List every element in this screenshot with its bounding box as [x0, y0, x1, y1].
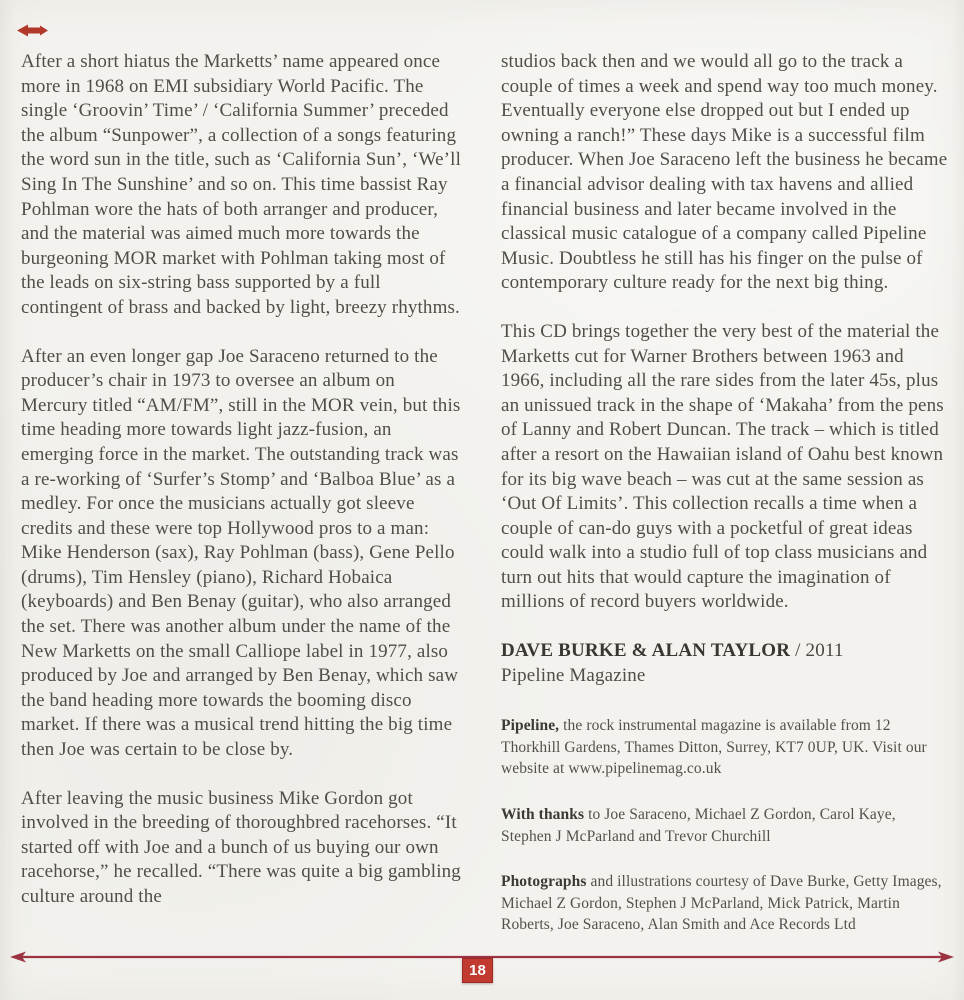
footnote-lead: Photographs: [501, 873, 587, 891]
footnote-text: to Joe Saraceno, Michael Z Gordon, Carol Kaye, Stephen J McParland and Trevor Churchill: [501, 806, 896, 845]
paragraph-mike-gordon: After leaving the music business Mike Gordon got involved in the breeding of thoroughbred racehorses. “It started off with Joe and a bunch of us buying our own racehorse,” he recalled. “There was quite a big gambling culture around the: [21, 787, 461, 907]
page-number-badge: 18: [462, 958, 493, 983]
paragraph-cd-summary: This CD brings together the very best of the material the Marketts cut for Warner Brothers between 1963 and 1966, including all the rare sides from the later 45s, plus an unissued track in the shape of ‘Makaha’ from the pens of Lanny and Robert Duncan. The track – which is titled after a resort on the Hawaiian island of Oahu best known for its big wave beach – was cut at the same session as ‘Out Of Limits’. This collection recalls a time when a couple of can-do guys with a pocketful of great ideas could walk into a studio full of top class musicians and turn out hits that would capture the imagination of millions of record buyers worldwide.: [501, 320, 944, 613]
footnote-text: and illustrations courtesy of Dave Burke, Getty Images, Michael Z Gordon, Stephen J McParland, Mick Patrick, Martin Roberts, Joe Saraceno, Alan Smith and Ace Records Ltd: [501, 873, 942, 934]
arrow-left-icon: [17, 24, 48, 37]
byline-year: / 2011: [790, 640, 844, 662]
footnote-text: the rock instrumental magazine is available from 12 Thorkhill Gardens, Thames Ditton, Surrey, KT7 0UP, UK. Visit our website at www.pipelinemag.co.uk: [501, 717, 927, 778]
paragraph-marketts-1968: After a short hiatus the Marketts’ name appeared once more in 1968 on EMI subsidiary World Pacific. The single ‘Groovin’ Time’ / ‘California Summer’ preceded the album “Sunpower”, a collection of a songs featuring the word sun in the title, such as ‘California Sun’, ‘We’ll Sing In The Sunshine’ and so on. This time bassist Ray Pohlman wore the hats of both arranger and producer, and the material was aimed much more towards the burgeoning MOR market with Pohlman taking most of the leads on six-string bass supported by a full contingent of brass and backed by light, breezy rhythms.: [21, 51, 462, 318]
paragraph-saraceno-1973: After an even longer gap Joe Saraceno returned to the producer’s chair in 1973 to oversee an album on Mercury titled “AM/FM”, still in the MOR vein, but this time heading more towards light jazz-fusion, an emerging force in the market. The outstanding track was a re-working of ‘Surfer’s Stomp’ and ‘Balboa Blue’ as a medley. For once the musicians actually got sleeve credits and these were top Hollywood pros to a man: Mike Henderson (sax), Ray Pohlman (bass), Gene Pello (drums), Tim Hensley (piano), Richard Hobaica (keyboards) and Ben Benay (guitar), who also arranged the set. There was another album under the name of the New Marketts on the small Calliope label in 1977, also produced by Joe and arranged by Ben Benay, which saw the band heading more towards the booming disco market. If there was a musical trend hitting the big time then Joe was certain to be close by.: [21, 345, 461, 761]
byline-magazine: Pipeline Magazine: [501, 664, 646, 686]
footnote-with-thanks: [501, 804, 949, 847]
byline: [501, 639, 949, 664]
byline-authors: DAVE BURKE & ALAN TAYLOR: [501, 640, 791, 662]
footnotes: [501, 715, 949, 936]
footnote-pipeline-address: [501, 715, 949, 780]
left-column: [21, 50, 465, 910]
footnote-lead: With thanks: [501, 806, 585, 824]
footnote-photographs: [501, 871, 949, 936]
footnote-lead: Pipeline,: [501, 717, 560, 735]
right-column: [501, 50, 949, 936]
paragraph-studios-ranch: studios back then and we would all go to the track a couple of times a week and spend way too much money. Eventually everyone else dropped out but I ended up owning a ranch!” These days Mike is a successful film producer. When Joe Saraceno left the business he became a financial advisor dealing with tax havens and allied financial business and later became involved in the classical music catalogue of a company called Pipeline Music. Doubtless he still has his finger on the pulse of contemporary culture ready for the next big thing.: [501, 51, 948, 294]
